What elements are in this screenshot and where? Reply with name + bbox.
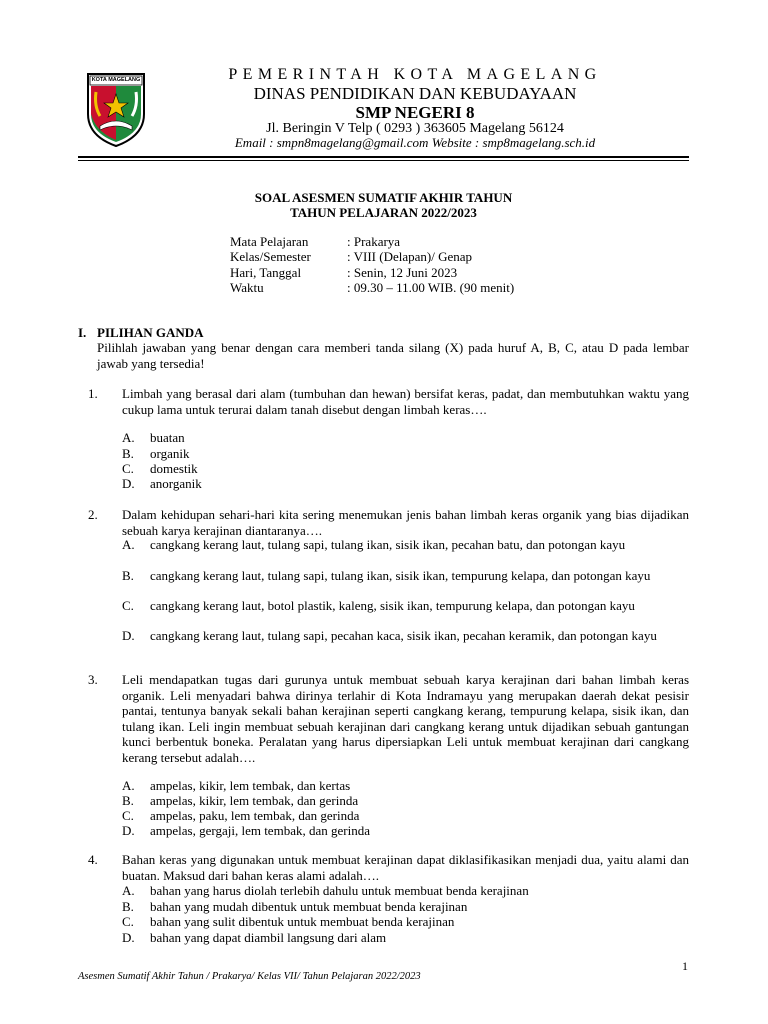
option-text: buatan bbox=[150, 430, 185, 445]
section-number: I. bbox=[78, 325, 87, 340]
option-text: organik bbox=[150, 446, 190, 461]
info-label-class: Kelas/Semester bbox=[230, 249, 311, 264]
option-text: bahan yang harus diolah terlebih dahulu untuk membuat benda kerajinan bbox=[150, 883, 529, 898]
info-value-subject: : Prakarya bbox=[347, 234, 401, 249]
question-text: Leli mendapatkan tugas dari gurunya untuk membuat sebuah karya kerajinan dari bahan limbah keras organik. Leli menyadari bahwa dirinya terlahir di Kota Indramayu yang merupakan daerah dekat pesisir pantai, tentunya banyak sekali bahan kerajinan seperti cangkang kerang, tempurung kelapa, sisik ikan, dan tulang ikan. Leli ingin membuat sebuah kerajinan dari cangkang kerang untuk dijadikan sebuah gantungan kunci berbentuk boneka. Peralatan yang harus dipersiapkan Leli untuk membuat kerajinan dari cangkang kerang tersebut adalah…. bbox=[122, 672, 689, 765]
option-text: cangkang kerang laut, tulang sapi, tulang ikan, sisik ikan, pecahan batu, dan potongan kayu bbox=[150, 537, 626, 552]
option-letter: C. bbox=[122, 914, 134, 929]
page-footer: Asesmen Sumatif Akhir Tahun / Prakarya/ Kelas VII/ Tahun Pelajaran 2022/2023 bbox=[78, 971, 421, 982]
option-letter: A. bbox=[122, 778, 135, 793]
question-text: Limbah yang berasal dari alam (tumbuhan dan hewan) bersifat keras, padat, dan membutuhkan waktu yang cukup lama untuk terurai dalam tanah disebut dengan limbah keras…. bbox=[122, 386, 689, 417]
option-letter: C. bbox=[122, 808, 134, 823]
letterhead-contact: Email : smpn8magelang@gmail.com Website : smp8magelang.sch.id bbox=[234, 135, 596, 150]
option-letter: D. bbox=[122, 628, 135, 643]
option-text: cangkang kerang laut, tulang sapi, pecahan kaca, sisik ikan, pecahan keramik, dan potongan kayu bbox=[150, 628, 657, 643]
info-value-class: : VIII (Delapan)/ Genap bbox=[347, 249, 473, 264]
page-number: 1 bbox=[682, 959, 688, 973]
question-text: Dalam kehidupan sehari-hari kita sering menemukan jenis bahan limbah keras organik yang bias dijadikan sebuah karya kerajinan diantaranya…. bbox=[122, 507, 689, 538]
option-letter: B. bbox=[122, 446, 134, 461]
option-text: domestik bbox=[150, 461, 198, 476]
option-letter: B. bbox=[122, 793, 134, 808]
option-letter: C. bbox=[122, 461, 134, 476]
option-text: bahan yang mudah dibentuk untuk membuat benda kerajinan bbox=[150, 899, 468, 914]
option-letter: C. bbox=[122, 598, 134, 613]
info-label-time: Waktu bbox=[230, 280, 264, 295]
option-text: cangkang kerang laut, botol plastik, kaleng, sisik ikan, tempurung kelapa, dan potongan kayu bbox=[150, 598, 635, 613]
info-value-date: : Senin, 12 Juni 2023 bbox=[347, 265, 458, 280]
option-letter: B. bbox=[122, 899, 134, 914]
letterhead-divider-thin bbox=[78, 160, 689, 161]
option-text: ampelas, paku, lem tembak, dan gerinda bbox=[150, 808, 360, 823]
option-letter: D. bbox=[122, 930, 135, 945]
option-text: bahan yang sulit dibentuk untuk membuat benda kerajinan bbox=[150, 914, 455, 929]
option-text: anorganik bbox=[150, 476, 202, 491]
kota-magelang-logo bbox=[84, 70, 148, 148]
option-letter: A. bbox=[122, 430, 135, 445]
option-text: ampelas, kikir, lem tembak, dan gerinda bbox=[150, 793, 359, 808]
letterhead-department: DINAS PENDIDIKAN DAN KEBUDAYAAN bbox=[253, 84, 577, 103]
info-label-date: Hari, Tanggal bbox=[230, 265, 302, 280]
option-text: ampelas, kikir, lem tembak, dan kertas bbox=[150, 778, 351, 793]
question-number: 2. bbox=[88, 507, 98, 522]
exam-title: SOAL ASESMEN SUMATIF AKHIR TAHUN bbox=[254, 190, 513, 205]
option-letter: D. bbox=[122, 476, 135, 491]
info-value-time: : 09.30 – 11.00 WIB. (90 menit) bbox=[347, 280, 515, 295]
letterhead-divider-thick bbox=[78, 156, 689, 158]
letterhead-school: SMP NEGERI 8 bbox=[355, 103, 475, 122]
option-text: cangkang kerang laut, tulang sapi, tulang ikan, sisik ikan, tempurung kelapa, dan potongan kayu bbox=[150, 568, 651, 583]
question-number: 1. bbox=[88, 386, 98, 401]
question-number: 4. bbox=[88, 852, 98, 867]
info-label-subject: Mata Pelajaran bbox=[230, 234, 309, 249]
option-text: bahan yang dapat diambil langsung dari alam bbox=[150, 930, 387, 945]
option-letter: A. bbox=[122, 883, 135, 898]
option-letter: D. bbox=[122, 823, 135, 838]
letterhead-address: Jl. Beringin V Telp ( 0293 ) 363605 Magelang 56124 bbox=[266, 121, 564, 136]
option-text: ampelas, gergaji, lem tembak, dan gerinda bbox=[150, 823, 370, 838]
letterhead-government: PEMERINTAH KOTA MAGELANG bbox=[228, 66, 602, 83]
logo-label: KOTA MAGELANG bbox=[91, 77, 141, 83]
question-number: 3. bbox=[88, 672, 98, 687]
exam-year: TAHUN PELAJARAN 2022/2023 bbox=[290, 205, 477, 220]
section-title: PILIHAN GANDA bbox=[97, 325, 204, 340]
option-letter: B. bbox=[122, 568, 134, 583]
option-letter: A. bbox=[122, 537, 135, 552]
section-instruction: Pilihlah jawaban yang benar dengan cara memberi tanda silang (X) pada huruf A, B, C, atau D pada lembar jawab yang tersedia! bbox=[97, 340, 689, 371]
question-text: Bahan keras yang digunakan untuk membuat kerajinan dapat diklasifikasikan menjadi dua, yaitu alami dan buatan. Maksud dari bahan keras alami adalah…. bbox=[122, 852, 689, 883]
